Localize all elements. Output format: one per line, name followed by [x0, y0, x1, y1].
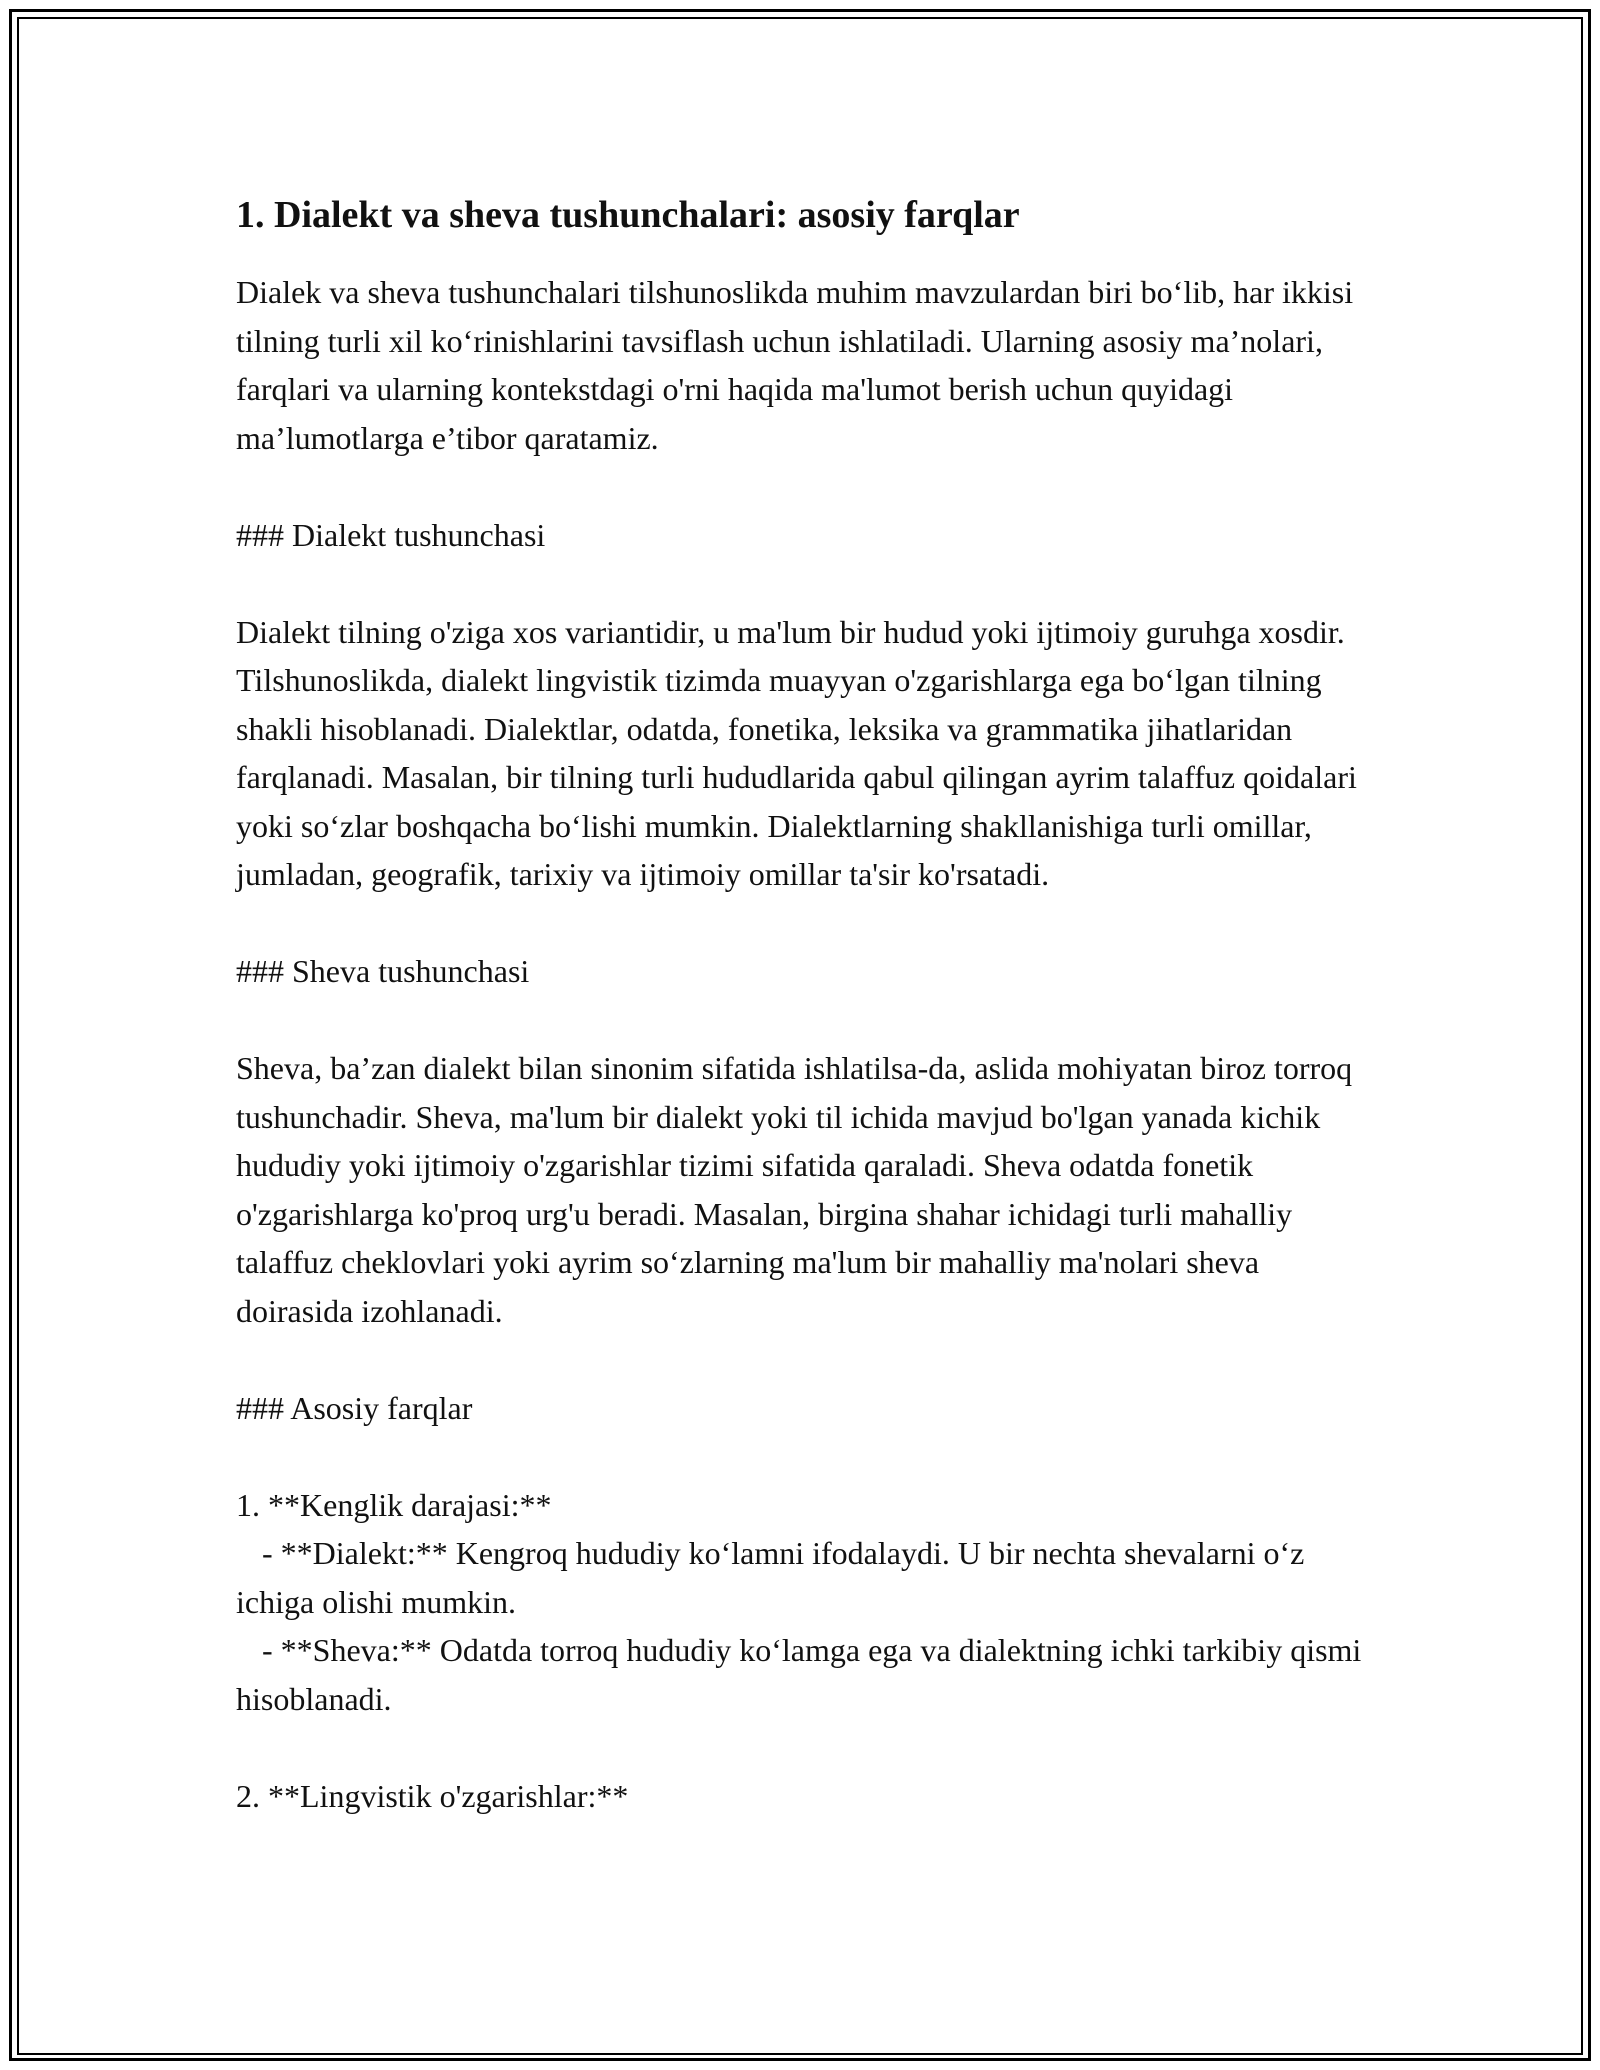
spacer: [236, 1723, 1366, 1772]
list-item-1-dialekt-text: - **Dialekt:** Kengroq hududiy ko‘lamni ifodalaydi. U bir nechta shevalarni o‘z ichiga olishi mumkin.: [236, 1535, 1305, 1620]
document-body: [236, 186, 1366, 1820]
list-item-1-title: 1. **Kenglik darajasi:**: [236, 1486, 552, 1523]
list-item-1-sheva-text: - **Sheva:** Odatda torroq hududiy ko‘lamga ega va dialektning ichki tarkibiy qismi hisoblanadi.: [236, 1632, 1362, 1717]
spacer: [236, 559, 1366, 608]
dialekt-heading: ### Dialekt tushunchasi: [236, 516, 546, 553]
list-item-1-dialekt: [236, 1529, 1366, 1626]
list-item-1-sheva: [236, 1626, 1366, 1723]
spacer: [236, 899, 1366, 948]
farqlar-heading: ### Asosiy farqlar: [236, 1389, 473, 1426]
spacer: [236, 996, 1366, 1045]
dialekt-paragraph: Dialekt tilning o'ziga xos variantidir, u ma'lum bir hudud yoki ijtimoiy guruhga xosdir. Tilshunoslikda, dialekt lingvistik tizimda muayyan o'zgarishlarga ega bo‘lgan tilning shakli hisoblanadi. Dialektlar, odatda, fonetika, leksika va grammatika jihatlaridan farqlanadi. Masalan, bir tilning turli hududlarida qabul qilingan ayrim talaffuz qoidalari yoki so‘zlar boshqacha bo‘lishi mumkin. Dialektlarning shakllanishiga turli omillar, jumladan, geografik, tarixiy va ijtimoiy omillar ta'sir ko'rsatadi.: [236, 613, 1357, 892]
spacer: [236, 462, 1366, 511]
document-title: 1. Dialekt va sheva tushunchalari: asosiy farqlar: [236, 194, 1020, 236]
intro-paragraph: Dialek va sheva tushunchalari tilshunoslikda muhim mavzulardan biri bo‘lib, har ikkisi tilning turli xil ko‘rinishlarini tavsiflash uchun ishlatiladi. Ularning asosiy ma’nolari, farqlari va ularning kontekstdagi o'rni haqida ma'lumot berish uchun quyidagi ma’lumotlarga e’tibor qaratamiz.: [236, 274, 1354, 456]
spacer: [236, 1335, 1366, 1384]
spacer: [236, 1432, 1366, 1481]
sheva-paragraph: Sheva, ba’zan dialekt bilan sinonim sifatida ishlatilsa-da, aslida mohiyatan biroz torroq tushunchadir. Sheva, ma'lum bir dialekt yoki til ichida mavjud bo'lgan yanada kichik hududiy yoki ijtimoiy o'zgarishlar tizimi sifatida qaraladi. Sheva odatda fonetik o'zgarishlarga ko'proq urg'u beradi. Masalan, birgina shahar ichidagi turli mahalliy talaffuz cheklovlari yoki ayrim so‘zlarning ma'lum bir mahalliy ma'nolari sheva doirasida izohlanadi.: [236, 1050, 1353, 1329]
list-item-2-title: 2. **Lingvistik o'zgarishlar:**: [236, 1777, 629, 1814]
sheva-heading: ### Sheva tushunchasi: [236, 953, 530, 989]
